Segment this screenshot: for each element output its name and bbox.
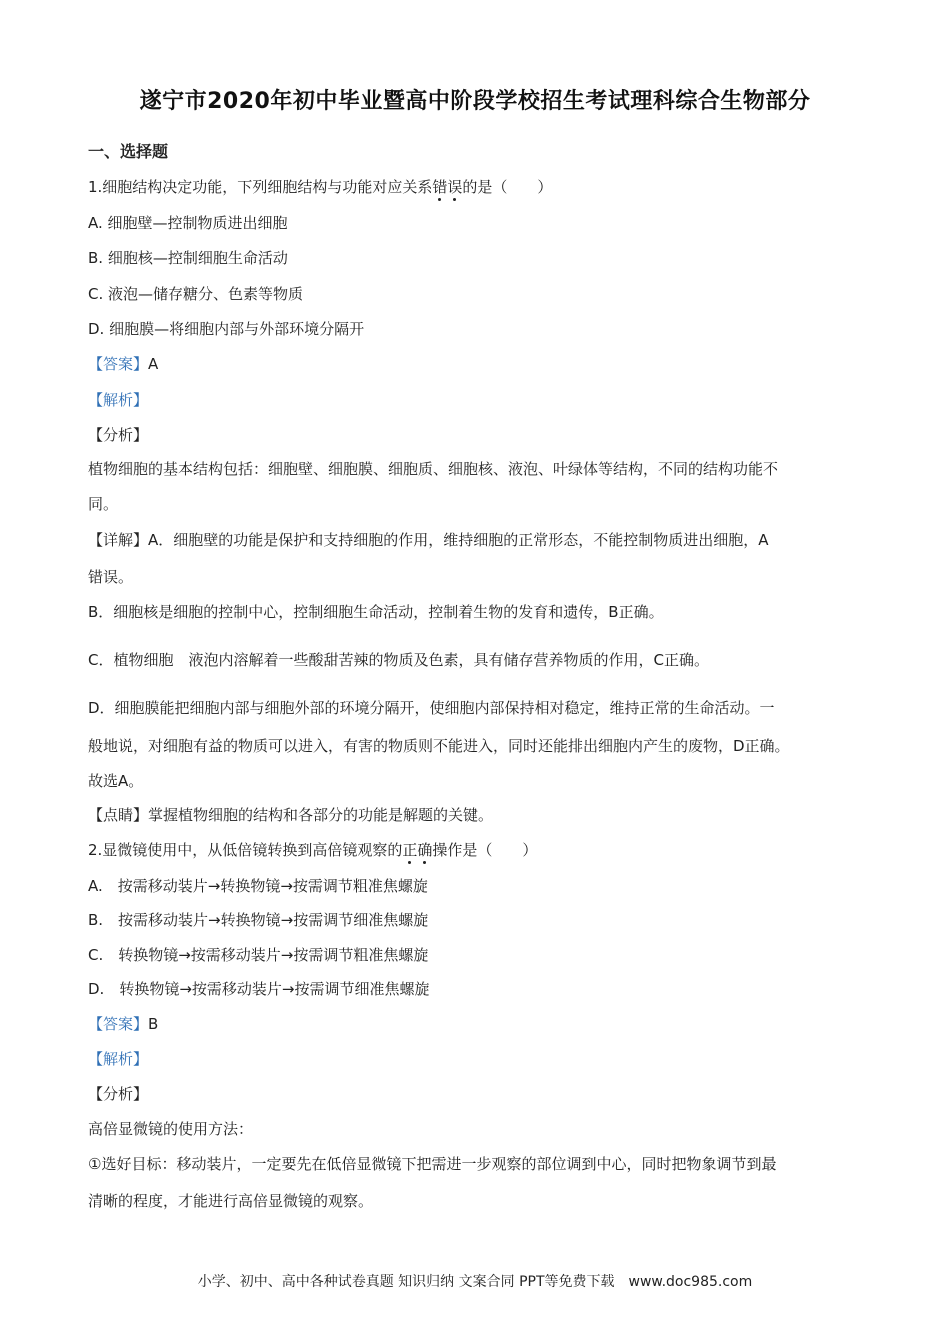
q1-option-d: D. 细胞膜—将细胞内部与外部环境分隔开 [88,320,365,338]
q2-fenxi-line-3: 清晰的程度，才能进行高倍显微镜的观察。 [88,1192,374,1210]
q1-stem [88,177,878,197]
q2-analysis-tag: 【解析】 [88,1050,149,1068]
q1-fenxi-line-2: 同。 [88,495,119,513]
q2-stem [88,840,878,860]
page-title: 遂宁市2020年初中毕业暨高中阶段学校招生考试理科综合生物部分 [139,89,811,114]
q2-option-b: B. 按需移动装片→转换物镜→按需调节细准焦螺旋 [88,911,429,929]
q1-detail-line-7: 故选A。 [88,772,144,790]
q1-analysis-tag: 【解析】 [88,391,149,409]
q1-answer-tag: 【答案】 [88,355,149,373]
q2-fenxi-line-2: ①选好目标：移动装片，一定要先在低倍显微镜下把需进一步观察的部位调到中心，同时把物象调节到最 [88,1155,777,1173]
q1-comment: 【点睛】掌握植物细胞的结构和各部分的功能是解题的关键。 [88,806,494,824]
q1-fenxi-line-1: 植物细胞的基本结构包括：细胞壁、细胞膜、细胞质、细胞核、液泡、叶绿体等结构，不同的结构功能不 [88,460,779,478]
q1-stem-after: 的是（ ） [462,178,553,196]
section-heading: 一、选择题 [88,142,169,161]
q1-detail-line-6: 般地说，对细胞有益的物质可以进入，有害的物质则不能进入，同时还能排出细胞内产生的废物，D正确。 [88,737,790,755]
q1-stem-before: 1.细胞结构决定功能，下列细胞结构与功能对应关系 [88,178,433,196]
q1-option-c: C. 液泡—储存糖分、色素等物质 [88,285,304,303]
q2-option-d: D. 转换物镜→按需移动装片→按需调节细准焦螺旋 [88,980,430,998]
q2-stem-emph-2: 确 [417,841,433,859]
q2-stem-emph-1: 正 [402,841,418,859]
q1-stem-emph-1: 错 [432,178,448,196]
q1-detail-line-3: B．细胞核是细胞的控制中心，控制细胞生命活动，控制着生物的发育和遗传，B正确。 [88,603,664,621]
q2-fenxi-tag: 【分析】 [88,1085,149,1103]
q2-answer-tag: 【答案】 [88,1015,149,1033]
q1-detail-line-1: 【详解】A．细胞壁的功能是保护和支持细胞的作用，维持细胞的正常形态，不能控制物质进出细胞，A [88,531,769,549]
q2-option-a: A. 按需移动装片→转换物镜→按需调节粗准焦螺旋 [88,877,428,895]
q1-detail-line-5: D．细胞膜能把细胞内部与细胞外部的环境分隔开，使细胞内部保持相对稳定，维持正常的生命活动。一 [88,699,775,717]
q2-stem-before: 2.显微镜使用中，从低倍镜转换到高倍镜观察的 [88,841,403,859]
q1-detail-line-4: C．植物细胞 液泡内溶解着一些酸甜苦辣的物质及色素，具有储存营养物质的作用，C正确。 [88,651,709,669]
q1-detail-line-2: 错误。 [88,568,134,586]
q2-answer [88,1014,878,1034]
q1-answer [88,354,878,374]
q1-answer-value: A [148,355,159,373]
q2-stem-after: 操作是（ ） [432,841,538,859]
q1-fenxi-tag: 【分析】 [88,426,149,444]
q1-stem-emph-2: 误 [447,178,463,196]
q1-option-b: B. 细胞核—控制细胞生命活动 [88,249,288,267]
page-footer[interactable]: 小学、初中、高中各种试卷真题 知识归纳 文案合同 PPT等免费下载 www.doc985.com [197,1274,753,1290]
q2-option-c: C. 转换物镜→按需移动装片→按需调节粗准焦螺旋 [88,946,429,964]
q2-answer-value: B [148,1015,159,1033]
q2-fenxi-line-1: 高倍显微镜的使用方法： [88,1120,254,1138]
q1-option-a: A. 细胞壁—控制物质进出细胞 [88,214,288,232]
